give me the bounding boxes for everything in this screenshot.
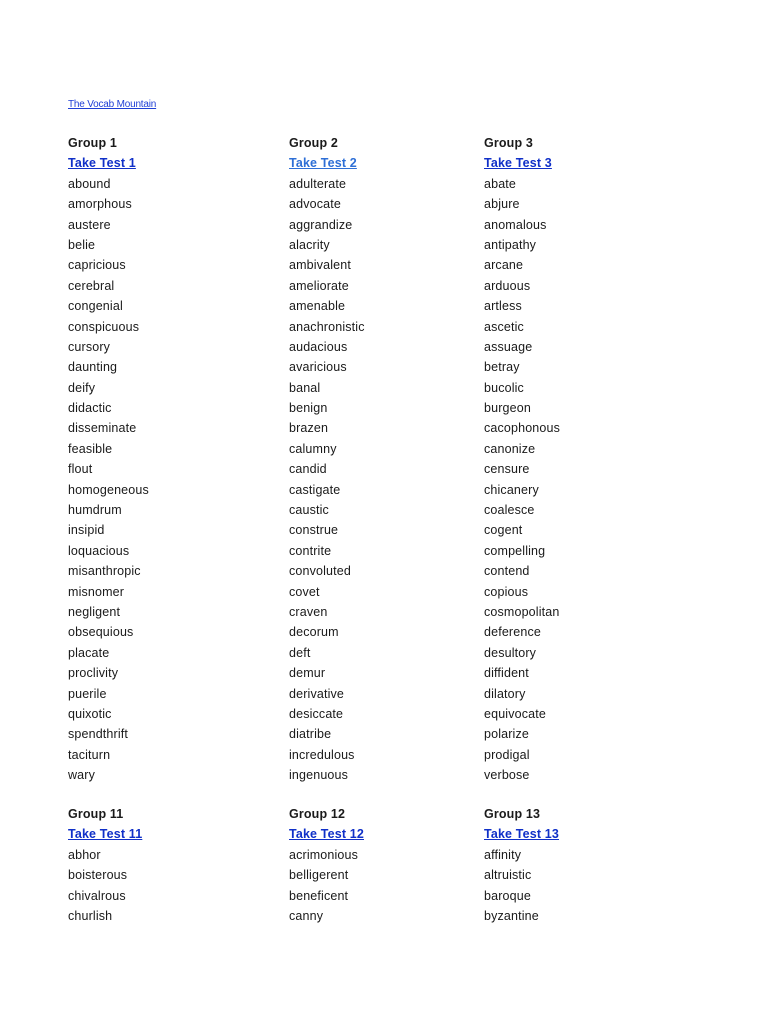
vocab-word: craven bbox=[289, 604, 328, 619]
vocab-word: convoluted bbox=[289, 564, 351, 579]
vocab-word: ingenuous bbox=[289, 768, 349, 783]
vocab-word: canny bbox=[289, 908, 324, 923]
vocab-word: abate bbox=[484, 176, 517, 191]
vocab-word: belligerent bbox=[289, 868, 349, 883]
take-test-link[interactable]: Take Test 3 bbox=[484, 156, 552, 171]
vocab-word: abjure bbox=[484, 197, 520, 212]
vocab-word: spendthrift bbox=[68, 727, 129, 742]
vocab-word: cacophonous bbox=[484, 421, 561, 436]
vocab-word: incredulous bbox=[289, 747, 355, 762]
group-title: Group 13 bbox=[484, 807, 541, 821]
vocab-word: daunting bbox=[68, 360, 118, 375]
vocab-word: censure bbox=[484, 462, 530, 477]
vocab-word: diffident bbox=[484, 666, 529, 681]
vocab-word: capricious bbox=[68, 258, 126, 273]
vocab-word: negligent bbox=[68, 604, 121, 619]
vocab-word: dilatory bbox=[484, 686, 526, 701]
vocab-word: desiccate bbox=[289, 706, 344, 721]
take-test-link[interactable]: Take Test 1 bbox=[68, 156, 136, 171]
vocab-word: affinity bbox=[484, 847, 522, 862]
vocab-word: humdrum bbox=[68, 503, 122, 518]
vocab-word: baroque bbox=[484, 888, 531, 903]
vocab-word: wary bbox=[68, 768, 95, 783]
vocab-word: verbose bbox=[484, 768, 530, 783]
vocab-word: puerile bbox=[68, 686, 107, 701]
vocab-word: beneficent bbox=[289, 888, 349, 903]
vocab-word: audacious bbox=[289, 339, 348, 354]
vocab-word: canonize bbox=[484, 441, 536, 456]
vocab-word: boisterous bbox=[68, 868, 128, 883]
vocab-word: prodigal bbox=[484, 747, 530, 762]
vocab-word: burgeon bbox=[484, 401, 531, 416]
vocab-word: polarize bbox=[484, 727, 529, 742]
vocab-word: copious bbox=[484, 584, 529, 599]
vocab-word: brazen bbox=[289, 421, 329, 436]
vocab-word: loquacious bbox=[68, 543, 130, 558]
vocab-word: diatribe bbox=[289, 727, 332, 742]
vocab-word: artless bbox=[484, 299, 522, 314]
take-test-link[interactable]: Take Test 2 bbox=[289, 156, 357, 171]
word-group-column bbox=[484, 804, 559, 926]
vocab-word: misanthropic bbox=[68, 564, 141, 579]
vocab-word: equivocate bbox=[484, 706, 546, 721]
vocab-word: feasible bbox=[68, 441, 113, 456]
vocab-word: taciturn bbox=[68, 747, 111, 762]
vocab-word: construe bbox=[289, 523, 339, 538]
vocab-word: congenial bbox=[68, 299, 123, 314]
vocab-word: adulterate bbox=[289, 176, 347, 191]
vocab-word: disseminate bbox=[68, 421, 137, 436]
vocab-word: didactic bbox=[68, 401, 112, 416]
vocab-word: austere bbox=[68, 217, 111, 232]
vocab-word: abhor bbox=[68, 847, 101, 862]
vocab-word: contrite bbox=[289, 543, 332, 558]
vocab-word: demur bbox=[289, 666, 326, 681]
vocab-word: insipid bbox=[68, 523, 105, 538]
vocab-word: flout bbox=[68, 462, 93, 477]
vocab-word: byzantine bbox=[484, 908, 539, 923]
word-group-column bbox=[289, 804, 364, 926]
vocab-word: calumny bbox=[289, 441, 337, 456]
vocab-word: desultory bbox=[484, 645, 537, 660]
vocab-word: conspicuous bbox=[68, 319, 140, 334]
vocab-word: arduous bbox=[484, 278, 531, 293]
vocab-word: cursory bbox=[68, 339, 111, 354]
vocab-word: benign bbox=[289, 401, 328, 416]
vocab-word: cosmopolitan bbox=[484, 604, 560, 619]
vocab-word: deify bbox=[68, 380, 96, 395]
vocab-word: churlish bbox=[68, 908, 113, 923]
vocab-word: assuage bbox=[484, 339, 533, 354]
vocab-word: coalesce bbox=[484, 503, 535, 518]
vocab-word: cerebral bbox=[68, 278, 115, 293]
word-group-column bbox=[68, 804, 142, 926]
take-test-link[interactable]: Take Test 12 bbox=[289, 827, 364, 842]
word-group-column bbox=[484, 133, 560, 786]
word-group-column bbox=[68, 133, 149, 786]
vocab-word: arcane bbox=[484, 258, 524, 273]
vocab-word: aggrandize bbox=[289, 217, 353, 232]
vocab-word: chicanery bbox=[484, 482, 539, 497]
vocab-word: ascetic bbox=[484, 319, 524, 334]
vocab-word: bucolic bbox=[484, 380, 524, 395]
group-title: Group 3 bbox=[484, 136, 533, 150]
vocab-word: castigate bbox=[289, 482, 341, 497]
vocab-word: anachronistic bbox=[289, 319, 365, 334]
vocab-word: decorum bbox=[289, 625, 339, 640]
vocab-word: obsequious bbox=[68, 625, 134, 640]
vocab-word: caustic bbox=[289, 503, 329, 518]
vocab-word: amenable bbox=[289, 299, 346, 314]
vocab-word: chivalrous bbox=[68, 888, 126, 903]
group-title: Group 2 bbox=[289, 136, 338, 150]
vocab-word: candid bbox=[289, 462, 327, 477]
vocab-word: contend bbox=[484, 564, 530, 579]
vocab-word: antipathy bbox=[484, 237, 537, 252]
vocab-word: cogent bbox=[484, 523, 523, 538]
vocab-word: placate bbox=[68, 645, 110, 660]
vocab-word: homogeneous bbox=[68, 482, 149, 497]
vocab-word: proclivity bbox=[68, 666, 119, 681]
group-title: Group 1 bbox=[68, 136, 117, 150]
word-group-column bbox=[289, 133, 365, 786]
vocab-word: deference bbox=[484, 625, 541, 640]
vocab-word: belie bbox=[68, 237, 96, 252]
vocab-word: alacrity bbox=[289, 237, 330, 252]
site-title-link[interactable]: The Vocab Mountain bbox=[68, 99, 157, 110]
take-test-link[interactable]: Take Test 11 bbox=[68, 827, 143, 842]
vocab-word: acrimonious bbox=[289, 847, 359, 862]
vocab-word: avaricious bbox=[289, 360, 347, 375]
vocab-word: anomalous bbox=[484, 217, 547, 232]
vocab-word: compelling bbox=[484, 543, 546, 558]
vocab-word: amorphous bbox=[68, 197, 132, 212]
vocab-word: advocate bbox=[289, 197, 341, 212]
vocab-word: abound bbox=[68, 176, 111, 191]
vocab-word: deft bbox=[289, 645, 311, 660]
vocab-word: banal bbox=[289, 380, 321, 395]
vocab-word: ameliorate bbox=[289, 278, 349, 293]
take-test-link[interactable]: Take Test 13 bbox=[484, 827, 559, 842]
vocab-word: misnomer bbox=[68, 584, 125, 599]
vocab-word: ambivalent bbox=[289, 258, 351, 273]
group-title: Group 11 bbox=[68, 807, 124, 821]
vocab-word: betray bbox=[484, 360, 520, 375]
vocab-word: covet bbox=[289, 584, 320, 599]
vocab-word: derivative bbox=[289, 686, 344, 701]
group-title: Group 12 bbox=[289, 807, 346, 821]
vocab-word: altruistic bbox=[484, 868, 532, 883]
vocab-word: quixotic bbox=[68, 706, 112, 721]
